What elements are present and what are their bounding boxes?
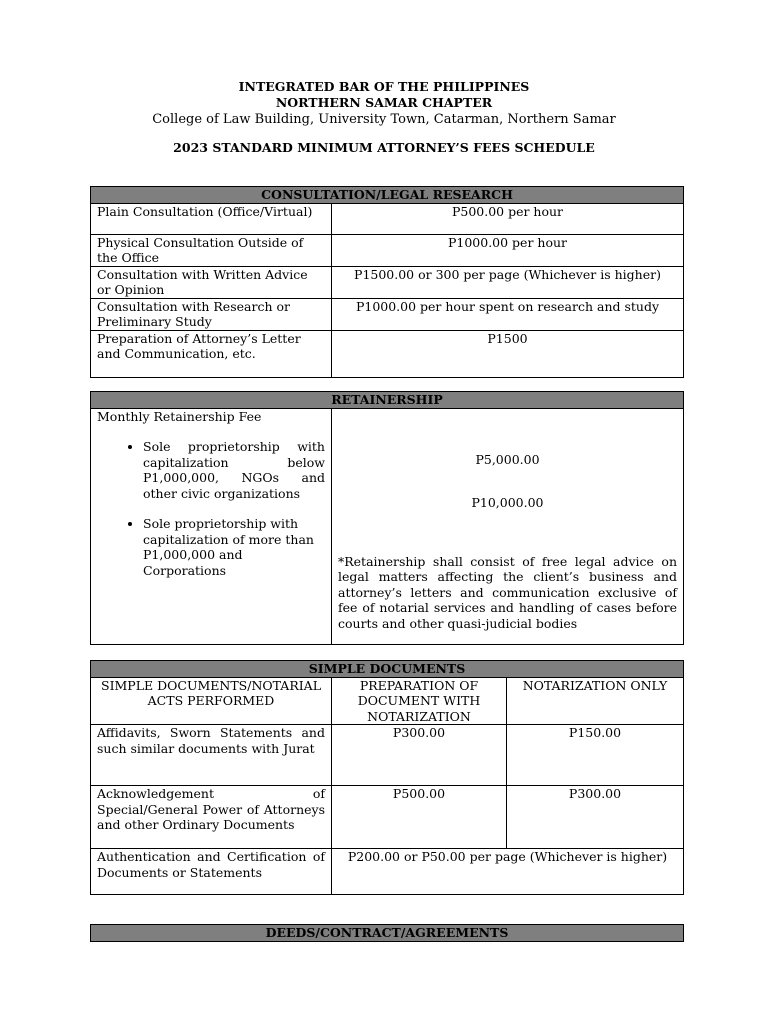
consultation-table [90, 186, 684, 378]
notary-fee-cell: P300.00 [507, 786, 684, 849]
prep-fee-cell: P500.00 [332, 786, 507, 849]
section-heading: SIMPLE DOCUMENTS [91, 661, 684, 678]
fee-value: P5,000.00 [475, 451, 540, 467]
service-cell: Consultation with Research or Preliminary Study [91, 298, 332, 330]
table-row [91, 330, 684, 377]
notary-fee-cell: P150.00 [507, 725, 684, 786]
document-cell: Affidavits, Sworn Statements and such similar documents with Jurat [91, 725, 332, 786]
fee-cell: P1000.00 per hour [332, 234, 684, 266]
list-item: • Sole proprietorship with capitalization below P1,000,000, NGOs and other civic organizations [143, 439, 325, 501]
service-cell: Plain Consultation (Office/Virtual) [91, 203, 332, 234]
table-row [91, 408, 684, 644]
retainership-table [90, 391, 684, 645]
prep-fee-cell: P300.00 [332, 725, 507, 786]
retainership-list [97, 516, 325, 578]
fee-cell: P200.00 or P50.00 per page (Whichever is higher) [332, 849, 684, 895]
fee-cell: P1500 [332, 330, 684, 377]
deeds-table [90, 924, 684, 942]
simple-documents-table [90, 660, 684, 895]
document-title: 2023 STANDARD MINIMUM ATTORNEY’S FEES SCHEDULE [173, 140, 595, 155]
service-cell: Preparation of Attorney’s Letter and Communication, etc. [91, 330, 332, 377]
column-header: PREPARATION OF DOCUMENT WITH NOTARIZATION [332, 677, 507, 725]
chapter-name: NORTHERN SAMAR CHAPTER [275, 95, 493, 110]
service-cell: Consultation with Written Advice or Opinion [91, 266, 332, 298]
table-row [91, 298, 684, 330]
table-row [91, 786, 684, 849]
document-cell: Authentication and Certification of Documents or Statements [91, 849, 332, 895]
section-heading: DEEDS/CONTRACT/AGREEMENTS [91, 925, 684, 942]
fee-cell: P500.00 per hour [332, 203, 684, 234]
column-header: NOTARIZATION ONLY [507, 677, 684, 725]
table-row [91, 725, 684, 786]
retainership-list [97, 439, 325, 501]
table-row [91, 234, 684, 266]
retainership-label: Monthly Retainership Fee [97, 408, 262, 424]
column-header: SIMPLE DOCUMENTS/NOTARIAL ACTS PERFORMED [91, 677, 332, 725]
table-header-row [91, 677, 684, 725]
table-row [91, 849, 684, 895]
list-item: • Sole proprietorship with capitalization of more than P1,000,000 and Corporations [143, 516, 325, 578]
retainership-note: *Retainership shall consist of free legal advice on legal matters affecting the client’s business and attorney’s letters and communication exclusive of fee of notarial services and handling of cases before courts and other quasi-judicial bodies [338, 553, 677, 631]
table-row [91, 203, 684, 234]
org-name: INTEGRATED BAR OF THE PHILIPPINES [238, 79, 530, 94]
fee-value: P10,000.00 [471, 495, 544, 510]
table-row [91, 266, 684, 298]
retainership-desc-cell [91, 408, 332, 644]
document-header [0, 79, 768, 128]
section-heading: CONSULTATION/LEGAL RESEARCH [91, 187, 684, 204]
document-cell: Acknowledgement of Special/General Power of Attorneys and other Ordinary Documents [91, 786, 332, 849]
fee-cell: P1500.00 or 300 per page (Whichever is higher) [332, 266, 684, 298]
fee-cell: P1000.00 per hour spent on research and study [332, 298, 684, 330]
section-heading: RETAINERSHIP [91, 392, 684, 409]
service-cell: Physical Consultation Outside of the Office [91, 234, 332, 266]
retainership-fee-cell [332, 408, 684, 644]
chapter-address: College of Law Building, University Town, Catarman, Northern Samar [152, 112, 616, 127]
